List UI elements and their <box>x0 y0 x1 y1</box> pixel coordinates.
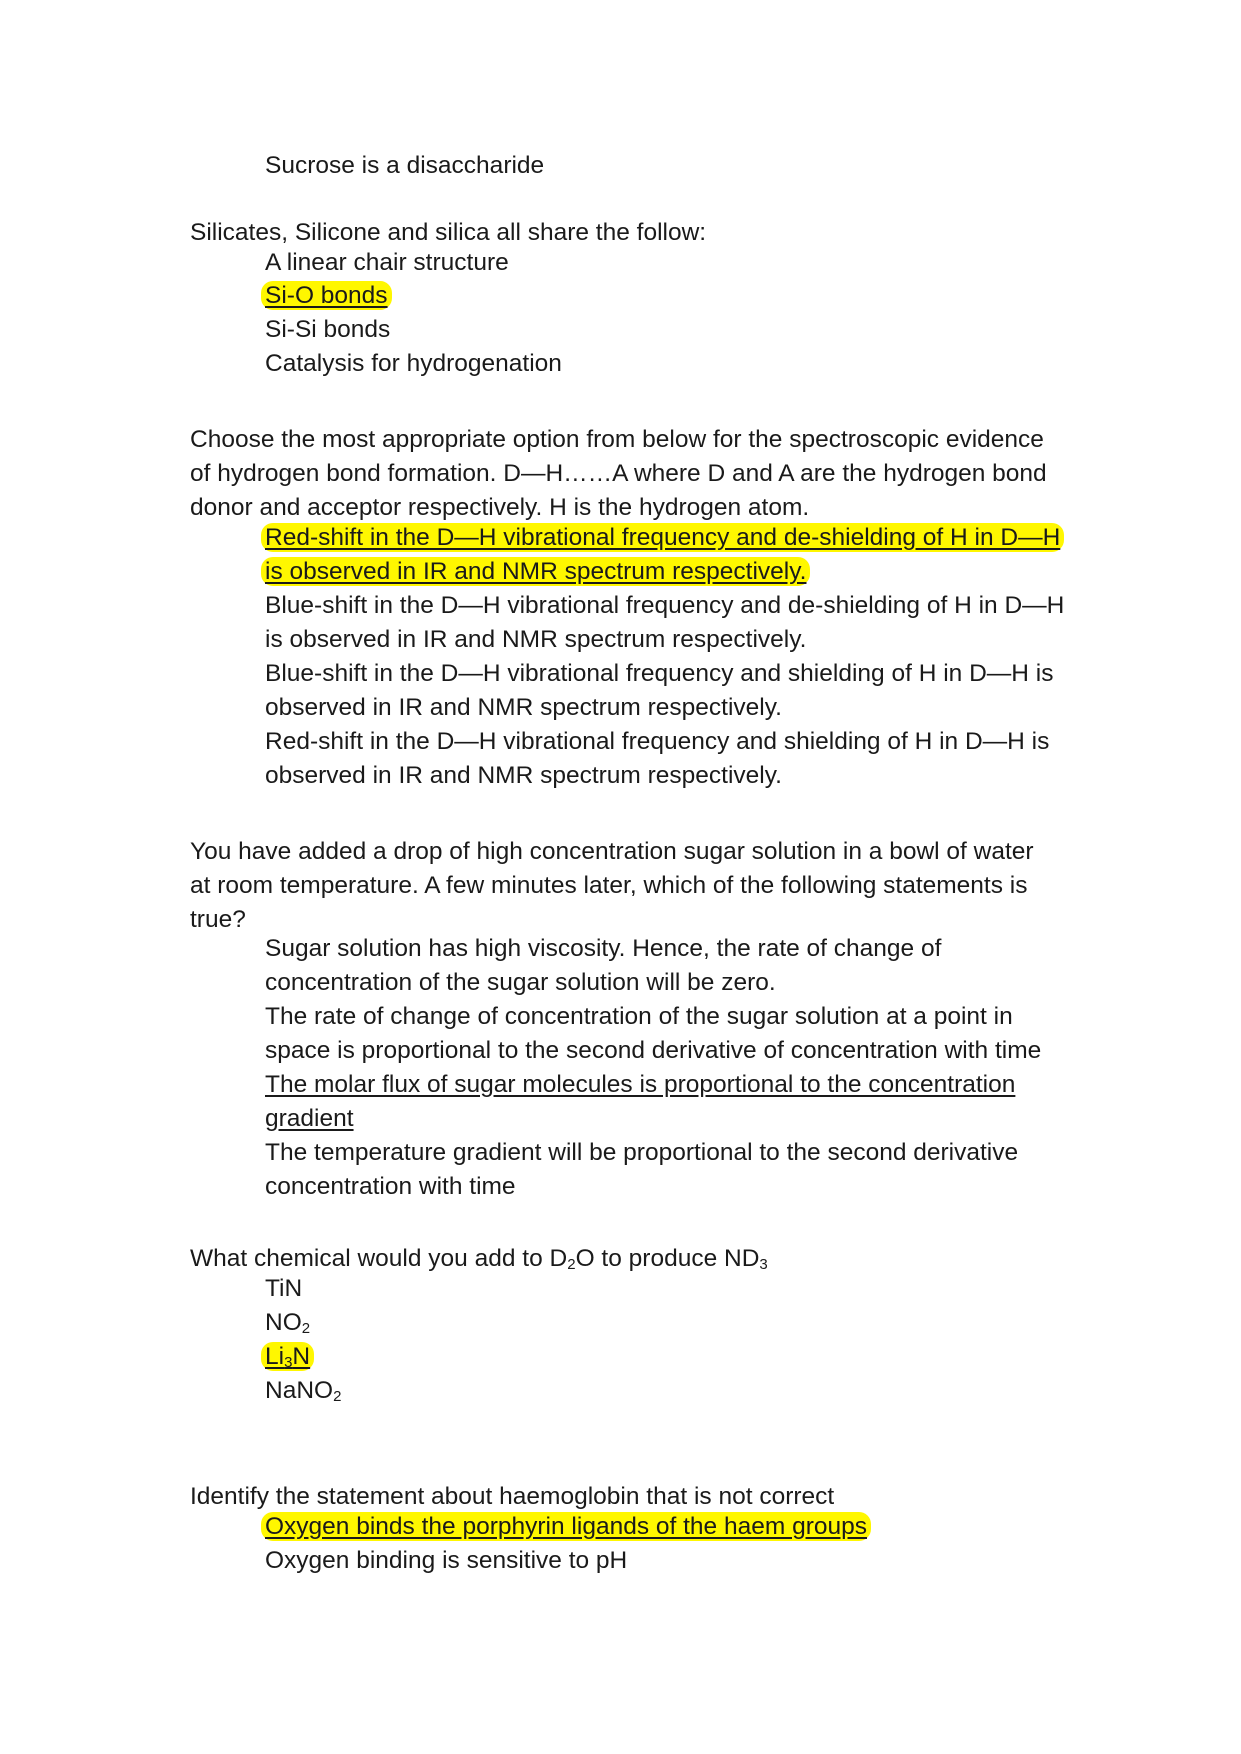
q3-question <box>190 835 1090 937</box>
question-part: What chemical would you add to D <box>190 1245 568 1272</box>
formula-part: NO <box>265 1309 302 1336</box>
highlighted-answer: Red-shift in the D—H vibrational frequency and de-shielding of H in D—H <box>261 523 1064 552</box>
subscript: 3 <box>759 1256 768 1273</box>
q2-option-3-line2: observed in IR and NMR spectrum respectively. <box>265 694 782 721</box>
q4-option-4 <box>265 1374 1105 1408</box>
q5-question <box>190 1480 1090 1514</box>
q1-option-4: Catalysis for hydrogenation <box>265 350 562 377</box>
q5-options <box>265 1510 1105 1578</box>
formula-part: NaNO <box>265 1377 334 1404</box>
q4-option-1: TiN <box>265 1275 303 1302</box>
q2-option-4-line2: observed in IR and NMR spectrum respectively. <box>265 762 782 789</box>
q5-option-2: Oxygen binding is sensitive to pH <box>265 1547 628 1574</box>
q1-option-3: Si-Si bonds <box>265 316 391 343</box>
q2-option-1-answer <box>265 521 1105 555</box>
q4-options <box>265 1272 1105 1408</box>
question-line: donor and acceptor respectively. H is the hydrogen atom. <box>190 494 810 521</box>
subscript: 2 <box>333 1388 342 1405</box>
question-line: of hydrogen bond formation. D—H……A where D and A are the hydrogen bond <box>190 460 1047 487</box>
formula-part: Li <box>265 1343 285 1370</box>
q2-option-1-answer-line2 <box>265 555 1105 589</box>
q2-options <box>265 521 1105 793</box>
subscript: 3 <box>284 1354 293 1371</box>
formula-part: N <box>292 1343 311 1370</box>
q2-option-4: Red-shift in the D—H vibrational frequency and shielding of H in D—H is <box>265 728 1050 755</box>
highlighted-answer <box>261 1342 314 1371</box>
q3-option-4-line2: concentration with time <box>265 1173 516 1200</box>
question-part: O to produce ND <box>575 1245 760 1272</box>
q1-question <box>190 216 1090 250</box>
q3-option-2-line2: space is proportional to the second derivative of concentration with time <box>265 1037 1042 1064</box>
q3-option-1-line2: concentration of the sugar solution will be zero. <box>265 969 776 996</box>
q0-option-1 <box>265 149 1105 183</box>
option-text: Sucrose is a disaccharide <box>265 152 545 179</box>
q3-option-3-answer: The molar flux of sugar molecules is proportional to the concentration <box>265 1071 1016 1098</box>
q3-option-3-answer-line2 <box>265 1102 1105 1136</box>
highlighted-answer: Oxygen binds the porphyrin ligands of the haem groups <box>261 1512 871 1541</box>
q1-option-1: A linear chair structure <box>265 249 509 276</box>
q1-option-2-answer <box>265 279 1105 313</box>
question-line: You have added a drop of high concentration sugar solution in a bowl of water <box>190 838 1034 865</box>
q2-question <box>190 423 1090 525</box>
q2-option-3: Blue-shift in the D—H vibrational frequency and shielding of H in D—H is <box>265 660 1054 687</box>
q3-option-1: Sugar solution has high viscosity. Hence, the rate of change of <box>265 935 942 962</box>
question-line: at room temperature. A few minutes later, which of the following statements is <box>190 872 1028 899</box>
question-text: Silicates, Silicone and silica all share the follow: <box>190 219 707 246</box>
q3-option-4: The temperature gradient will be proportional to the second derivative <box>265 1139 1019 1166</box>
q5-option-1-answer <box>265 1510 1105 1544</box>
highlighted-answer: Si-O bonds <box>261 281 392 310</box>
subscript: 2 <box>567 1256 576 1273</box>
q2-option-2: Blue-shift in the D—H vibrational frequency and de-shielding of H in D—H <box>265 592 1065 619</box>
q2-option-2-line2: is observed in IR and NMR spectrum respectively. <box>265 626 807 653</box>
question-text: Identify the statement about haemoglobin that is not correct <box>190 1483 835 1510</box>
question-line: true? <box>190 906 246 933</box>
q1-options <box>265 246 1105 381</box>
underlined-answer: gradient <box>265 1105 354 1132</box>
q4-question <box>190 1242 1090 1276</box>
q3-options <box>265 932 1105 1204</box>
highlighted-answer: is observed in IR and NMR spectrum respectively. <box>261 557 810 586</box>
question-text <box>190 1242 1090 1276</box>
question-line: Choose the most appropriate option from below for the spectroscopic evidence <box>190 426 1044 453</box>
q3-option-2: The rate of change of concentration of the sugar solution at a point in <box>265 1003 1013 1030</box>
q4-option-2 <box>265 1306 1105 1340</box>
subscript: 2 <box>301 1320 311 1337</box>
q4-option-3-answer <box>265 1340 1105 1374</box>
